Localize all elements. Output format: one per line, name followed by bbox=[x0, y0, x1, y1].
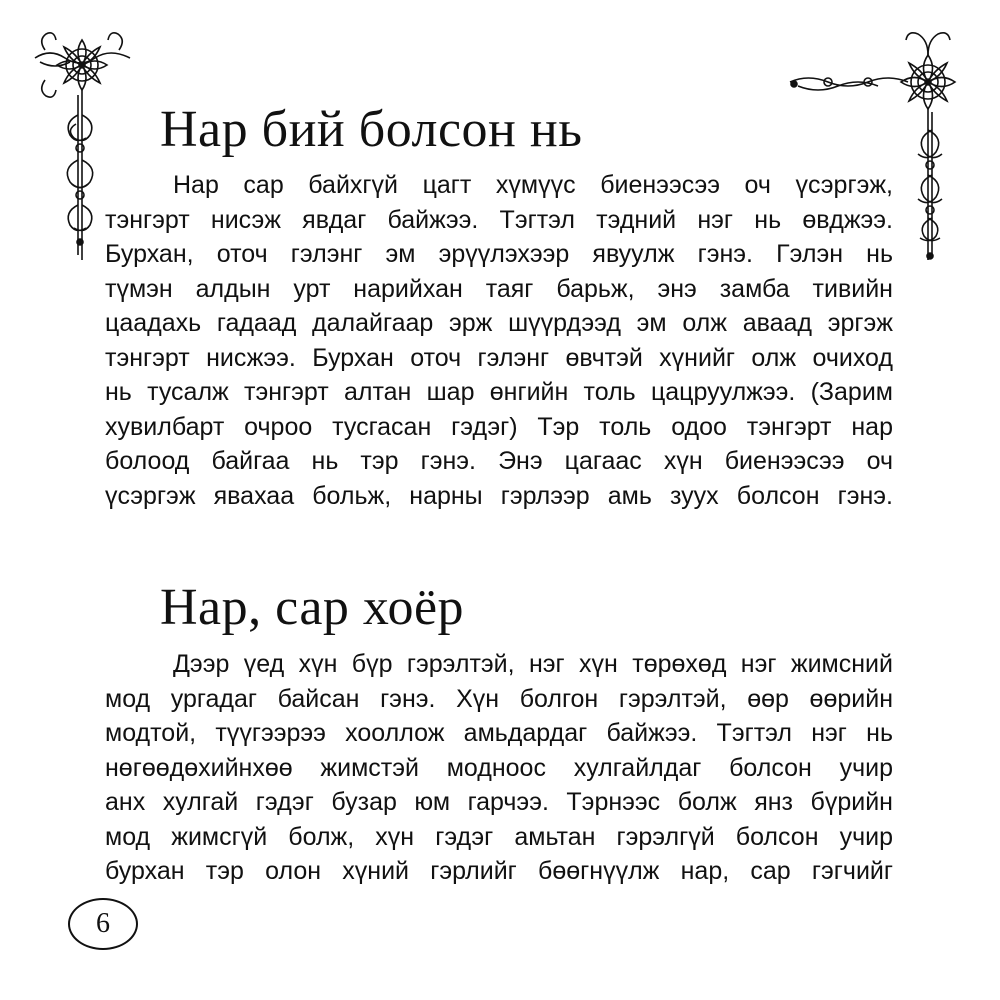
text-line: тэнгэрт нисэж явдаг байжээ. Тэгтэл тэдний нэг нь өвджээ. bbox=[105, 205, 893, 234]
text-line: нь тусалж тэнгэрт алтан шар өнгийн толь цацруулжээ. (Зарим bbox=[105, 378, 893, 406]
page-number: 6 bbox=[68, 898, 138, 950]
text-line: нөгөөдөхийнхөө жимстэй модноос хулгайлдаг болсон учир bbox=[105, 753, 893, 782]
text-line: модтой, түүгээрээ хооллож амьдардаг байжээ. Тэгтэл нэг нь bbox=[105, 719, 893, 747]
section-1-title: Нар бий болсон нь bbox=[160, 101, 583, 158]
text-line: бурхан тэр олон хүний гэрлийг бөөгнүүлж нар, сар гэгчийг bbox=[105, 857, 893, 885]
text-line: Нар сар байхгүй цагт хүмүүс биенээсээ оч үсэргэж, bbox=[173, 171, 893, 199]
text-line: үсэргэж явахаа больж, нарны гэрлээр амь зуух болсон гэнэ. bbox=[105, 481, 893, 510]
text-line: түмэн алдын урт нарийхан таяг барьж, энэ замба тивийн bbox=[105, 274, 893, 303]
text-line: Бурхан, оточ гэлэнг эм эрүүлэхээр явуулж гэнэ. Гэлэн нь bbox=[105, 240, 893, 268]
text-line: анх хулгай гэдэг бузар юм гарчээ. Тэрнээс болж янз бүрийн bbox=[105, 788, 893, 816]
text-line: мод жимсгүй болж, хүн гэдэг амьтан гэрэлгүй болсон учир bbox=[105, 822, 893, 851]
text-line: тэнгэрт нисжээ. Бурхан оточ гэлэнг өвчтэй хүнийг олж очиход bbox=[105, 343, 893, 372]
section-2-title: Нар, сар хоёр bbox=[160, 579, 465, 636]
text-line: цаадахь гадаад далайгаар эрж шүүрдээд эм олж аваад эргэж bbox=[105, 309, 893, 337]
section-2-body bbox=[105, 647, 893, 889]
text-line: мод ургадаг байсан гэнэ. Хүн болгон гэрэлтэй, өөр өөрийн bbox=[105, 684, 893, 713]
section-1-body bbox=[105, 168, 893, 513]
text-line: болоод байгаа нь тэр гэнэ. Энэ цагаас хүн биенээсээ оч bbox=[105, 447, 893, 475]
text-line: хувилбарт очроо тусгасан гэдэг) Тэр толь одоо тэнгэрт нар bbox=[105, 412, 893, 441]
text-line: Дээр үед хүн бүр гэрэлтэй, нэг хүн төрөхөд нэг жимсний bbox=[173, 650, 893, 678]
